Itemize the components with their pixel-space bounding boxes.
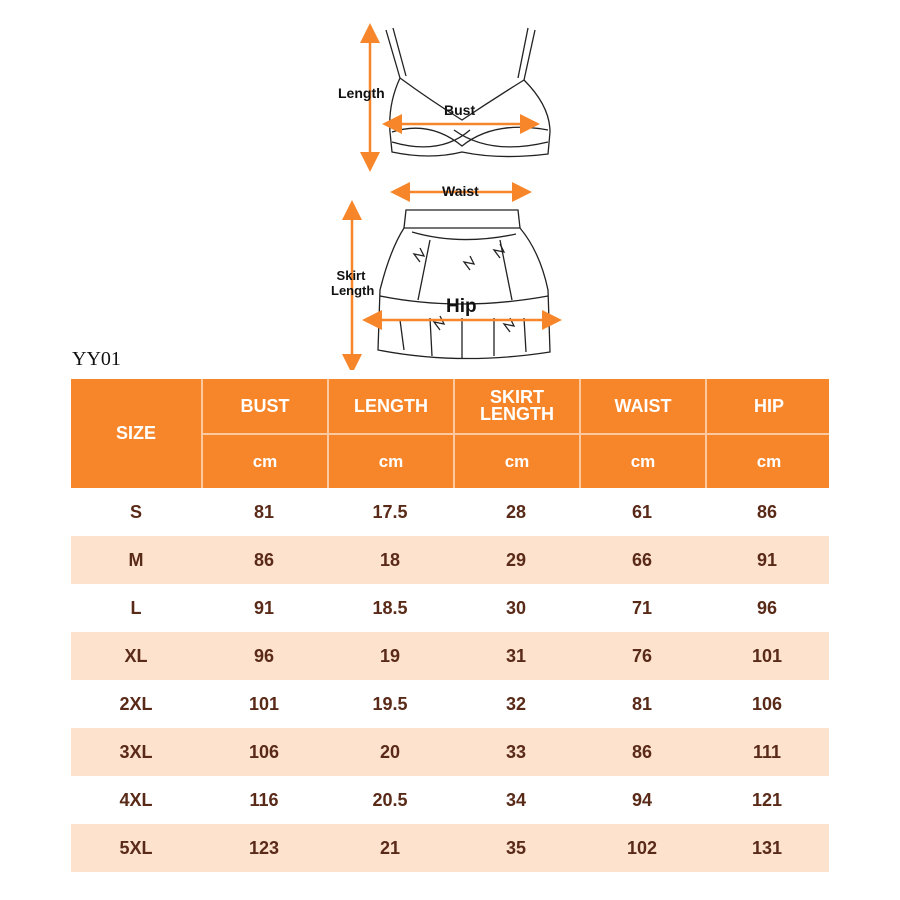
- measurement-cell: 91: [756, 549, 778, 570]
- header-unit: cm: [378, 452, 404, 471]
- header-col-waist: [579, 379, 705, 488]
- measurement-cell: 28: [505, 501, 527, 522]
- measurement-cell: 102: [626, 837, 658, 858]
- measurement-cell: 21: [379, 837, 401, 858]
- hip-label: Hip: [446, 296, 477, 317]
- length-label: Length: [338, 85, 385, 101]
- header-name: LENGTH: [329, 379, 453, 435]
- size-cell: L: [130, 597, 142, 618]
- table-row: [71, 632, 829, 680]
- header-col-bust: [201, 379, 327, 488]
- measurement-cell: 20: [379, 741, 401, 762]
- measurement-cell: 86: [253, 549, 275, 570]
- header-unit: cm: [252, 452, 278, 471]
- skirt-length-label: [331, 268, 375, 298]
- header-name: SKIRT LENGTH: [455, 379, 579, 435]
- measurement-cell: 106: [248, 741, 280, 762]
- measurement-cell: 30: [505, 597, 527, 618]
- measurement-cell: 35: [505, 837, 527, 858]
- header-col-hip: [705, 379, 831, 488]
- measurement-cell: 116: [249, 789, 279, 810]
- header-col-length: [327, 379, 453, 488]
- size-cell: 5XL: [119, 837, 153, 858]
- measurement-cell: 66: [631, 549, 653, 570]
- measurement-cell: 106: [751, 693, 783, 714]
- size-cell: S: [129, 501, 142, 522]
- header-unit: cm: [630, 452, 656, 471]
- skirt-length-label-line1: Skirt: [336, 268, 366, 283]
- size-header: SIZE: [115, 423, 156, 443]
- garment-diagram: [0, 0, 900, 370]
- measurement-cell: 81: [253, 501, 275, 522]
- measurement-cell: 18.5: [372, 597, 408, 618]
- header-col-skirt-length: [453, 379, 579, 488]
- measurement-cell: 101: [751, 645, 783, 666]
- measurement-cell: 96: [756, 597, 778, 618]
- table-row: [71, 824, 829, 872]
- table-body: [71, 488, 829, 872]
- measurement-cell: 18: [379, 549, 401, 570]
- skirt-drawing: [378, 210, 550, 359]
- table-row: [71, 776, 829, 824]
- measurement-cell: 111: [752, 741, 782, 762]
- measurement-cell: 33: [505, 741, 527, 762]
- measurement-cell: 91: [253, 597, 275, 618]
- measurement-cell: 86: [631, 741, 653, 762]
- table-row: [71, 680, 829, 728]
- measurement-cell: 121: [751, 789, 783, 810]
- measurement-cell: 96: [253, 645, 275, 666]
- size-cell: XL: [124, 645, 148, 666]
- size-cell: 4XL: [119, 789, 153, 810]
- bikini-top-drawing: [386, 28, 550, 157]
- header-name: WAIST: [581, 379, 705, 435]
- measurement-cell: 131: [751, 837, 783, 858]
- measurement-cell: 101: [248, 693, 280, 714]
- measurement-cell: 81: [631, 693, 653, 714]
- bust-label: Bust: [444, 102, 476, 118]
- table-row: [71, 728, 829, 776]
- product-code: YY01: [72, 348, 121, 370]
- size-chart-table: [71, 379, 829, 872]
- measurement-cell: 32: [505, 693, 527, 714]
- measurement-cell: 19: [379, 645, 401, 666]
- measurement-cell: 71: [631, 597, 653, 618]
- size-cell: 2XL: [119, 693, 153, 714]
- header-name: HIP: [707, 379, 831, 435]
- measurement-cell: 19.5: [372, 693, 408, 714]
- measurement-cell: 76: [631, 645, 653, 666]
- waist-label: Waist: [442, 183, 479, 199]
- measurement-cell: 86: [756, 501, 778, 522]
- measurement-cell: 34: [505, 789, 527, 810]
- header-unit: cm: [504, 452, 530, 471]
- measurement-cell: 61: [631, 501, 653, 522]
- measurement-cell: 31: [505, 645, 527, 666]
- table-header: [71, 379, 829, 488]
- measurement-cell: 94: [631, 789, 653, 810]
- measurement-cell: 29: [505, 549, 527, 570]
- size-cell: 3XL: [119, 741, 153, 762]
- table-row: [71, 536, 829, 584]
- size-cell: M: [128, 549, 144, 570]
- measurement-cell: 17.5: [372, 501, 408, 522]
- measurement-cell: 123: [248, 837, 280, 858]
- measurement-cell: 20.5: [372, 789, 408, 810]
- header-unit: cm: [756, 452, 782, 471]
- table-row: [71, 584, 829, 632]
- table-row: [71, 488, 829, 536]
- header-name: BUST: [203, 379, 327, 435]
- skirt-length-label-line2: Length: [331, 283, 375, 298]
